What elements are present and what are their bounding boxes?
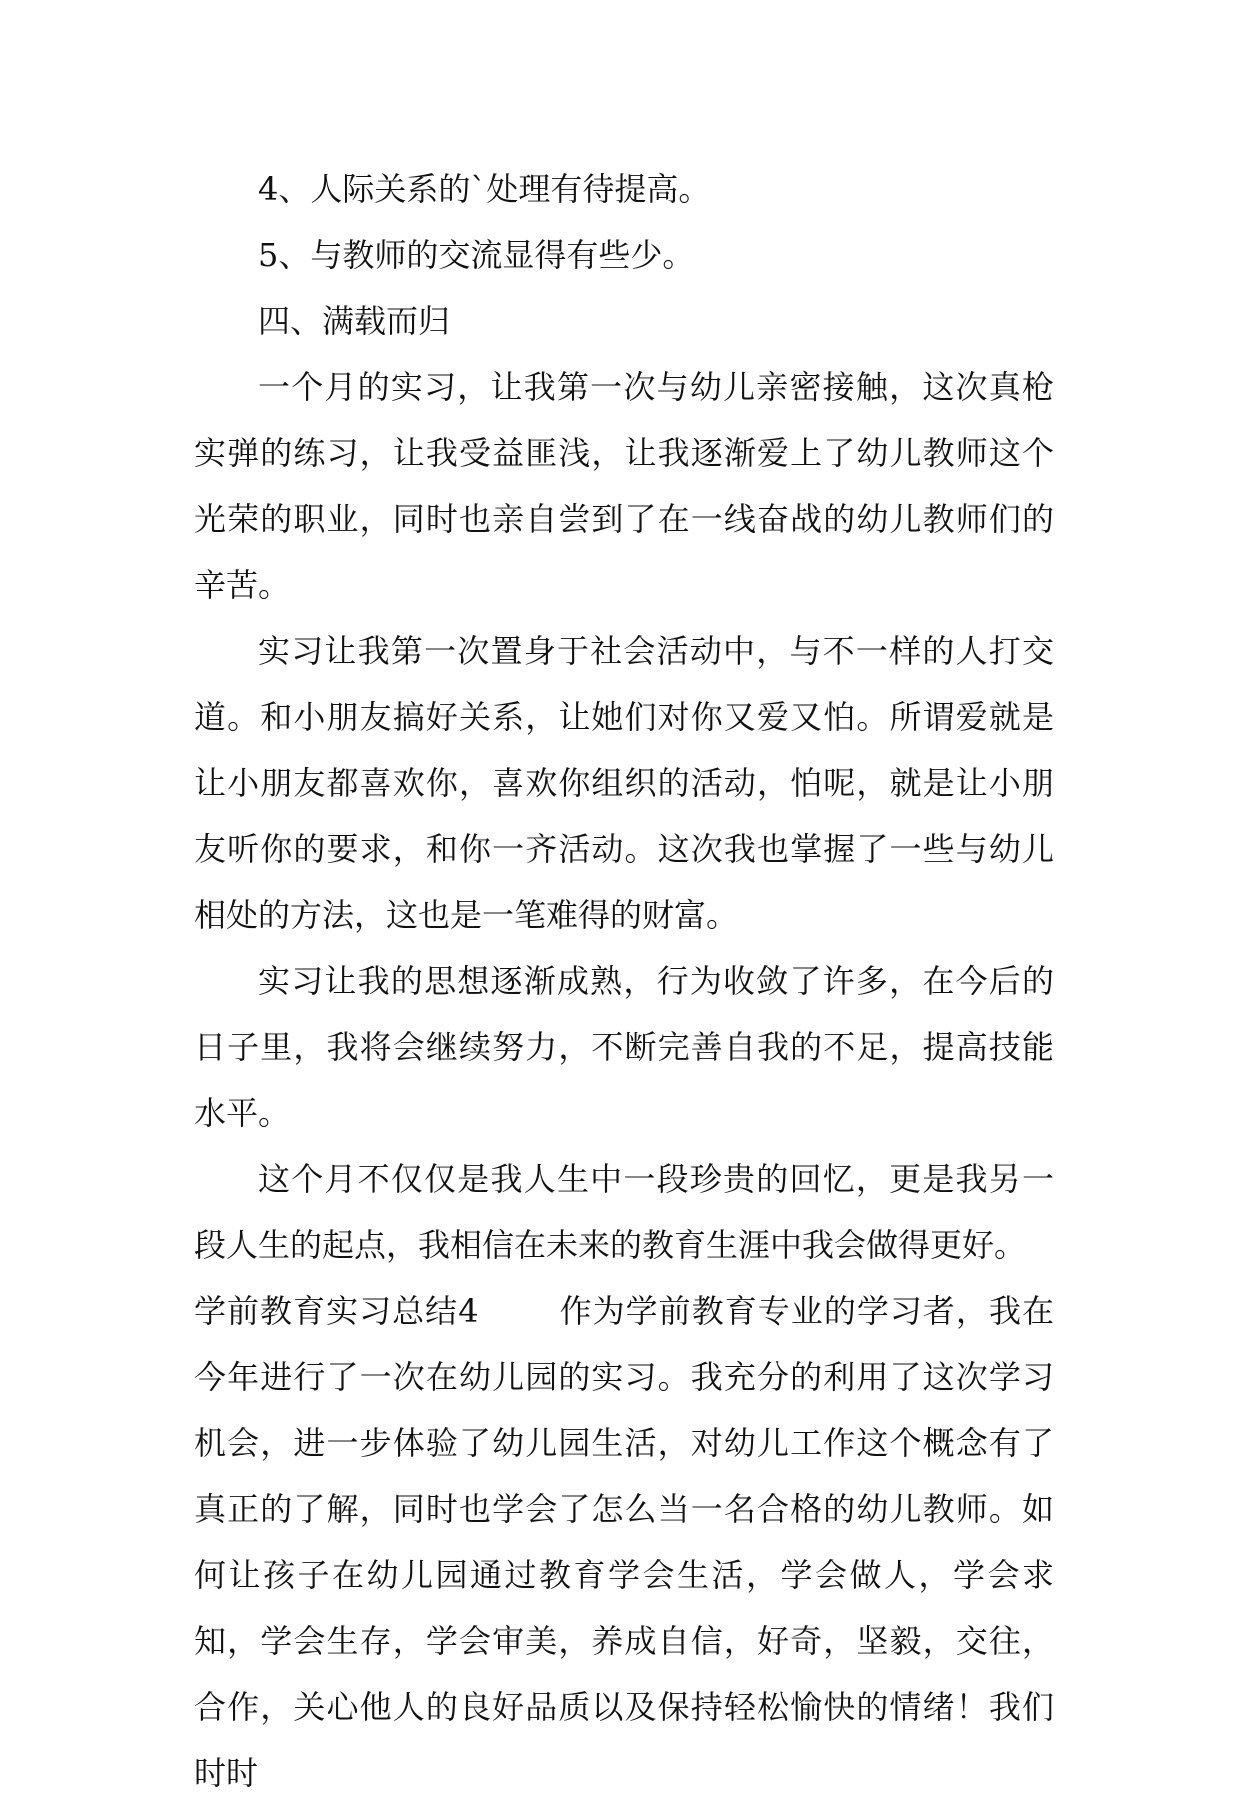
section-summary-title: 学前教育实习总结4 <box>194 1292 479 1330</box>
section-summary-4 <box>194 1278 1054 1806</box>
section-heading-four: 四、满载而归 <box>258 302 451 340</box>
paragraph-social-activity: 实习让我第一次置身于社会活动中，与不一样的人打交道。和小朋友搞好关系，让她们对你又爱又怕。所谓爱就是让小朋友都喜欢你，喜欢你组织的活动，怕呢，就是让小朋友听你的要求，和你一齐活动。这次我也掌握了一些与幼儿相处的方法，这也是一笔难得的财富。 <box>194 632 1054 934</box>
paragraph-item-5: 5、与教师的交流显得有些少。 <box>258 236 695 274</box>
section-summary-body: 作为学前教育专业的学习者，我在今年进行了一次在幼儿园的实习。我充分的利用了这次学习机会，进一步体验了幼儿园生活，对幼儿工作这个概念有了真正的了解，同时也学会了怎么当一名合格的幼儿教师。如何让孩子在幼儿园通过教育学会生活，学会做人，学会求知，学会生存，学会审美，养成自信，好奇，坚毅，交往，合作，关心他人的良好品质以及保持轻松愉快的情绪！我们时时 <box>194 1292 1054 1792</box>
paragraph-this-month: 这个月不仅仅是我人生中一段珍贵的回忆，更是我另一段人生的起点，我相信在未来的教育生涯中我会做得更好。 <box>194 1160 1054 1264</box>
paragraph-one-month: 一个月的实习，让我第一次与幼儿亲密接触，这次真枪实弹的练习，让我受益匪浅，让我逐渐爱上了幼儿教师这个光荣的职业，同时也亲自尝到了在一线奋战的幼儿教师们的辛苦。 <box>194 368 1054 604</box>
paragraph-item-4: 4、人际关系的`处理有待提高。 <box>258 170 711 208</box>
paragraph-mature-thinking: 实习让我的思想逐渐成熟，行为收敛了许多，在今后的日子里，我将会继续努力，不断完善自我的不足，提高技能水平。 <box>194 962 1054 1132</box>
document-body <box>194 156 1054 1806</box>
